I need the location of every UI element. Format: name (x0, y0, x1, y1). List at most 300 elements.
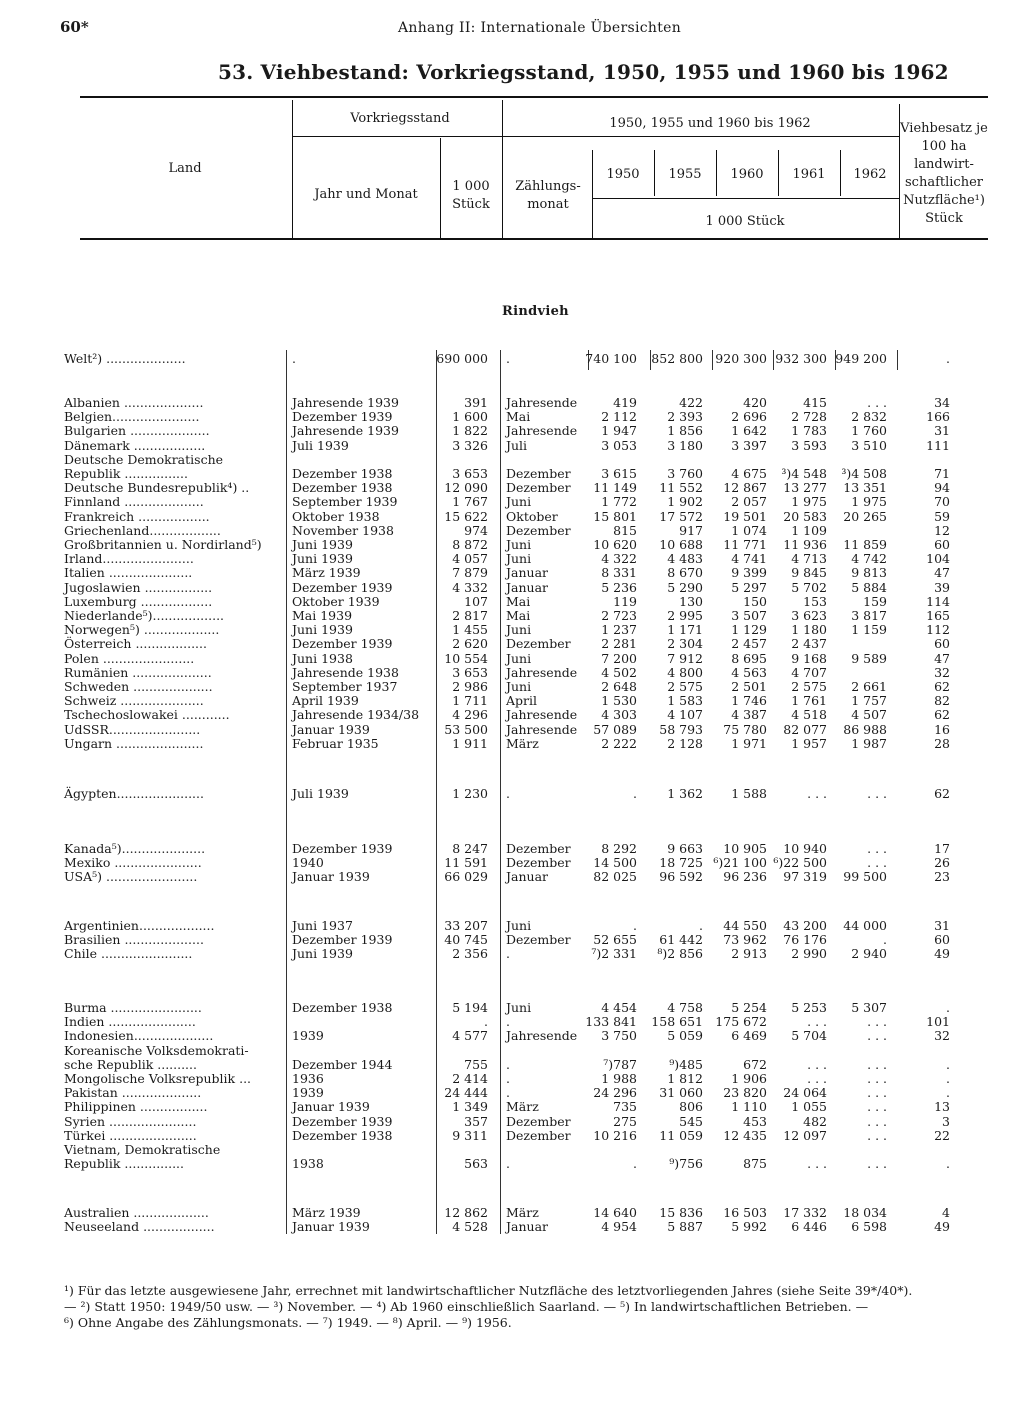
header-divider (440, 138, 441, 240)
col-header-jahr-monat: Jahr und Monat (314, 187, 418, 202)
prewar-count: 10 554 (444, 650, 488, 666)
value-1955: 4 107 (667, 707, 703, 723)
land-name: Mongolische Volksrepublik ... (64, 1071, 252, 1086)
land-name: Welt²) .................... (64, 351, 186, 366)
viehbesatz-value: 47 (934, 565, 950, 581)
land-name: Deutsche Bundesrepublik⁴) .. (64, 480, 250, 496)
land-name: sche Republik .......... (64, 1056, 197, 1072)
value-1950: 5 236 (601, 579, 637, 595)
table-row (0, 1044, 1024, 1058)
value-1955: 1 171 (667, 622, 703, 638)
viehbesatz-value: 16 (934, 721, 950, 737)
value-1955: 18 725 (659, 855, 703, 871)
value-1961: 97 319 (783, 869, 827, 885)
prewar-date: Juli 1939 (292, 437, 349, 453)
land-name: Philippinen ................. (64, 1099, 208, 1115)
prewar-count: . (484, 1014, 488, 1030)
prewar-count: 2 986 (452, 679, 488, 694)
value-1961: 2 728 (791, 409, 827, 425)
value-1955: 7 912 (667, 650, 703, 666)
value-1962: 6 598 (851, 1219, 887, 1235)
census-month: . (506, 1156, 510, 1172)
value-1962: 2 661 (851, 679, 887, 694)
value-1962: 1 975 (851, 494, 887, 510)
value-1962: 9 589 (851, 650, 887, 666)
census-month: Januar (506, 869, 548, 885)
value-1960: 23 820 (723, 1085, 767, 1101)
value-1962: 86 988 (843, 721, 887, 737)
value-1962: 1 987 (851, 735, 887, 751)
land-name: Kanada⁵)..................... (64, 841, 206, 856)
prewar-count: 66 029 (444, 869, 488, 885)
viehbesatz-value: 112 (926, 622, 950, 638)
prewar-count: 563 (464, 1156, 488, 1172)
value-1955: 1 583 (667, 693, 703, 709)
value-1950: 1 947 (601, 423, 637, 439)
census-month: Jahresende (506, 664, 578, 680)
value-1960: 1 746 (731, 693, 767, 709)
value-1960: 10 905 (723, 841, 767, 856)
viehbesatz-value: 59 (934, 508, 950, 524)
census-month: . (506, 1014, 510, 1030)
value-1960: 3 507 (731, 608, 767, 623)
value-1961: 43 200 (783, 918, 827, 933)
table-row (0, 933, 1024, 947)
value-1950: 24 296 (593, 1085, 637, 1101)
value-1955: 4 800 (667, 664, 703, 680)
table-row (0, 1206, 1024, 1220)
value-1961: 1 761 (791, 693, 827, 709)
value-1950: 419 (613, 395, 637, 410)
value-1962: 20 265 (843, 508, 887, 524)
land-name: Pakistan .................... (64, 1085, 202, 1101)
value-1962: . . . (867, 1127, 887, 1143)
table-row (0, 439, 1024, 453)
value-1955: 545 (679, 1113, 703, 1129)
value-1960: 5 297 (731, 579, 767, 595)
value-1950: 3 053 (601, 437, 637, 453)
viehbesatz-value: 17 (934, 841, 950, 856)
header-divider (292, 100, 293, 240)
census-month: Juni (506, 494, 532, 510)
value-1961: 17 332 (783, 1205, 827, 1220)
prewar-count: 1 455 (452, 622, 488, 638)
table-row (0, 842, 1024, 856)
value-1960: 1 129 (731, 622, 767, 638)
value-1950: 2 281 (601, 636, 637, 652)
viehbesatz-value: 39 (934, 579, 950, 595)
value-1960: 920 300 (715, 351, 767, 366)
value-1950: 735 (613, 1099, 637, 1115)
value-1960: 1 588 (731, 786, 767, 801)
table-row (0, 510, 1024, 524)
value-1960: 1 110 (731, 1099, 767, 1115)
col-header-year-1955: 1955 (668, 167, 702, 182)
value-1962: 1 757 (851, 693, 887, 709)
census-month: Juni (506, 679, 532, 694)
table-row (0, 1072, 1024, 1086)
prewar-date: Dezember 1938 (292, 1000, 393, 1015)
prewar-count: 1 349 (452, 1099, 488, 1115)
census-month: März (506, 735, 539, 751)
col-header-year-1961: 1961 (792, 167, 826, 182)
prewar-date: Mai 1939 (292, 608, 353, 623)
value-1960: 8 695 (731, 650, 767, 666)
value-1962: . . . (867, 1071, 887, 1086)
viehbesatz-value: . (946, 351, 950, 366)
land-name: Republik ................ (64, 466, 188, 481)
prewar-count: 1 767 (452, 494, 488, 510)
value-1961: 76 176 (783, 932, 827, 948)
table-row (0, 856, 1024, 870)
value-1960: 2 501 (731, 679, 767, 694)
census-month: Januar (506, 565, 548, 581)
land-name: Neuseeland .................. (64, 1219, 215, 1235)
prewar-count: 1 822 (452, 423, 488, 439)
col-header-zaehlungsmonat: Zählungs-monat (515, 179, 581, 212)
value-1962: . . . (867, 855, 887, 871)
prewar-date: Oktober 1938 (292, 508, 380, 524)
prewar-date: Dezember 1938 (292, 1127, 393, 1143)
header-divider (502, 100, 503, 240)
value-1960: 19 501 (723, 508, 767, 524)
value-1955: 1 856 (667, 423, 703, 439)
prewar-count: 1 911 (452, 735, 488, 751)
viehbesatz-value: 62 (934, 679, 950, 694)
prewar-count: 4 057 (452, 551, 488, 567)
value-1950: 4 502 (601, 664, 637, 680)
land-name: Indien ...................... (64, 1014, 196, 1030)
prewar-date: Jahresende 1939 (292, 423, 399, 439)
prewar-date: November 1938 (292, 522, 394, 538)
prewar-count: 12 862 (444, 1205, 488, 1220)
page-number: 60* (60, 18, 89, 36)
value-1950: 10 216 (593, 1127, 637, 1143)
table-row (0, 1086, 1024, 1100)
value-1955: 10 688 (659, 537, 703, 552)
prewar-date: Jahresende 1938 (292, 664, 399, 680)
census-month: . (506, 351, 510, 366)
header-top-rule (80, 96, 988, 98)
prewar-date: Jahresende 1939 (292, 395, 399, 410)
prewar-date: Dezember 1939 (292, 409, 393, 425)
value-1960: 11 771 (723, 537, 767, 552)
prewar-date: Juni 1937 (292, 918, 353, 933)
census-month: Dezember (506, 466, 571, 481)
viehbesatz-value: 166 (926, 409, 950, 425)
value-1961: 1 180 (791, 622, 827, 638)
value-1955: 61 442 (659, 932, 703, 948)
value-1962: . . . (867, 1014, 887, 1030)
value-1961: 2 575 (791, 679, 827, 694)
value-1961: . . . (807, 1071, 827, 1086)
table-row (0, 352, 1024, 366)
prewar-date: Februar 1935 (292, 735, 379, 751)
value-1955: 17 572 (659, 508, 703, 524)
value-1961: 82 077 (783, 721, 827, 737)
land-name: Dänemark .................. (64, 437, 206, 453)
col-header-viehbesatz: Viehbesatz je 100 ha landwirt-schaftlicher Nutzfläche¹) Stück (900, 121, 988, 226)
land-name: Australien ................... (64, 1205, 209, 1220)
table-title: 53. Viehbestand: Vorkriegsstand, 1950, 1955 und 1960 bis 1962 (218, 60, 949, 84)
prewar-date: April 1939 (292, 693, 359, 709)
prewar-date: 1938 (292, 1156, 324, 1172)
land-name: Chile ....................... (64, 946, 193, 962)
value-1955: 31 060 (659, 1085, 703, 1101)
value-1962: 4 507 (851, 707, 887, 723)
value-1961: 12 097 (783, 1127, 827, 1143)
prewar-date: Dezember 1939 (292, 841, 393, 856)
value-1955: 9 663 (667, 841, 703, 856)
value-1960: 5 992 (731, 1219, 767, 1235)
value-1960: 4 563 (731, 664, 767, 680)
prewar-date: Dezember 1939 (292, 636, 393, 652)
prewar-count: 2 356 (452, 946, 488, 962)
table-row (0, 708, 1024, 722)
prewar-count: 7 879 (452, 565, 488, 581)
land-name: Irland....................... (64, 551, 194, 567)
prewar-count: 2 414 (452, 1071, 488, 1086)
prewar-count: 4 528 (452, 1219, 488, 1235)
land-name: Schweiz ..................... (64, 693, 204, 709)
table-row (0, 1058, 1024, 1072)
census-month: Mai (506, 608, 531, 623)
value-1955: ⁹)485 (669, 1056, 703, 1072)
land-name: Finnland .................... (64, 494, 204, 510)
prewar-date: Juli 1939 (292, 786, 349, 801)
value-1955: 11 552 (659, 480, 703, 496)
prewar-count: 40 745 (444, 932, 488, 948)
value-1960: 150 (743, 593, 767, 609)
value-1950: 82 025 (593, 869, 637, 885)
census-month: Januar (506, 1219, 548, 1235)
header-sub-rule-1 (292, 136, 899, 137)
viehbesatz-value: 13 (934, 1099, 950, 1115)
header-bottom-rule (80, 238, 988, 240)
census-month: Dezember (506, 841, 571, 856)
value-1955: 2 995 (667, 608, 703, 623)
value-1962: 99 500 (843, 869, 887, 885)
value-1960: 1 906 (731, 1071, 767, 1086)
value-1962: 4 742 (851, 551, 887, 567)
prewar-count: 2 817 (452, 608, 488, 623)
land-name: Ägypten...................... (64, 786, 204, 801)
prewar-date: Juni 1939 (292, 551, 353, 567)
value-1955: 130 (679, 593, 703, 609)
table-row (0, 1015, 1024, 1029)
running-header: Anhang II: Internationale Übersichten (398, 20, 682, 36)
value-1961: 153 (803, 593, 827, 609)
census-month: Dezember (506, 1113, 571, 1129)
land-name: Frankreich .................. (64, 508, 210, 524)
value-1960: 5 254 (731, 1000, 767, 1015)
value-1960: 96 236 (723, 869, 767, 885)
value-1962: 949 200 (835, 351, 887, 366)
prewar-date: Juni 1939 (292, 622, 353, 638)
col-header-land: Land (168, 161, 202, 176)
land-name: Türkei ...................... (64, 1127, 197, 1143)
census-month: Dezember (506, 522, 571, 538)
value-1955: 158 651 (651, 1014, 703, 1030)
value-1962: 5 307 (851, 1000, 887, 1015)
viehbesatz-value: 31 (934, 918, 950, 933)
census-month: . (506, 1056, 510, 1072)
value-1961: 1 975 (791, 494, 827, 510)
value-1962: 18 034 (843, 1205, 887, 1220)
census-month: Juli (506, 437, 528, 453)
value-1955: 422 (679, 395, 703, 410)
land-name: Indonesien.................... (64, 1028, 214, 1044)
value-1960: 16 503 (723, 1205, 767, 1220)
prewar-count: 8 247 (452, 841, 488, 856)
value-1955: 3 180 (667, 437, 703, 453)
land-name: USA⁵) ....................... (64, 869, 198, 885)
value-1961: 932 300 (775, 351, 827, 366)
table-row (0, 1029, 1024, 1043)
value-1950: 2 112 (601, 409, 637, 425)
prewar-date: Januar 1939 (292, 1219, 370, 1235)
value-1962: . . . (867, 395, 887, 410)
value-1961: 3 593 (791, 437, 827, 453)
value-1955: 15 836 (659, 1205, 703, 1220)
prewar-count: 33 207 (444, 918, 488, 933)
value-1961: 1 055 (791, 1099, 827, 1115)
value-1955: 806 (679, 1099, 703, 1115)
prewar-count: 755 (464, 1056, 488, 1072)
viehbesatz-value: 104 (926, 551, 950, 567)
land-name: Republik ............... (64, 1156, 185, 1172)
value-1950: 4 322 (601, 551, 637, 567)
value-1955: 852 800 (651, 351, 703, 366)
table-row (0, 666, 1024, 680)
census-month: Mai (506, 593, 531, 609)
value-1950: 133 841 (585, 1014, 637, 1030)
value-1961: 9 845 (791, 565, 827, 581)
value-1962: . . . (867, 1085, 887, 1101)
section-title: Rindvieh (502, 304, 569, 319)
value-1961: 4 707 (791, 664, 827, 680)
value-1955: 58 793 (659, 721, 703, 737)
value-1950: 1 237 (601, 622, 637, 638)
value-1961: 2 990 (791, 946, 827, 962)
table-row (0, 1157, 1024, 1171)
value-1961: 4 518 (791, 707, 827, 723)
land-name: Deutsche Demokratische (64, 451, 224, 467)
value-1962: 1 760 (851, 423, 887, 439)
value-1950: 57 089 (593, 721, 637, 737)
viehbesatz-value: . (946, 1000, 950, 1015)
header-divider (778, 150, 779, 196)
viehbesatz-value: 31 (934, 423, 950, 439)
value-1961: 3 623 (791, 608, 827, 623)
footnote-line: — ²) Statt 1950: 1949/50 usw. — ³) November. — ⁴) Ab 1960 einschließlich Saarland. — ⁵) In landwirtschaftlichen Betrieben. — (64, 1299, 869, 1314)
viehbesatz-value: 3 (942, 1113, 950, 1129)
value-1950: 1 772 (601, 494, 637, 510)
census-month: . (506, 1085, 510, 1101)
prewar-date: Januar 1939 (292, 1099, 370, 1115)
value-1962: 11 859 (843, 537, 887, 552)
value-1960: 4 675 (731, 466, 767, 481)
land-name: Luxemburg .................. (64, 593, 213, 609)
land-name: Koreanische Volksdemokrati- (64, 1042, 249, 1058)
value-1955: 917 (679, 522, 703, 538)
value-1961: ³)4 548 (781, 466, 827, 481)
prewar-date: Dezember 1938 (292, 480, 393, 496)
prewar-count: 4 332 (452, 579, 488, 595)
value-1950: 2 222 (601, 735, 637, 751)
value-1950: 7 200 (601, 650, 637, 666)
value-1955: 96 592 (659, 869, 703, 885)
value-1950: 3 750 (601, 1028, 637, 1044)
viehbesatz-value: 26 (934, 855, 950, 871)
footnotes (64, 1283, 984, 1331)
value-1950: 4 303 (601, 707, 637, 723)
value-1955: 3 760 (667, 466, 703, 481)
census-month: März (506, 1099, 539, 1115)
prewar-count: 690 000 (436, 351, 488, 366)
value-1955: ⁹)756 (669, 1156, 703, 1172)
prewar-count: 391 (464, 395, 488, 410)
value-1950: 4 454 (601, 1000, 637, 1015)
viehbesatz-value: 49 (934, 1219, 950, 1235)
viehbesatz-value: 165 (926, 608, 950, 623)
value-1950: 1 530 (601, 693, 637, 709)
value-1960: 12 867 (723, 480, 767, 496)
viehbesatz-value: 32 (934, 1028, 950, 1044)
land-name: Belgien...................... (64, 409, 200, 425)
table-row (0, 1129, 1024, 1143)
viehbesatz-value: . (946, 1056, 950, 1072)
col-header-unit: 1 000 Stück (705, 214, 785, 229)
value-1960: 1 971 (731, 735, 767, 751)
prewar-count: 9 311 (452, 1127, 488, 1143)
value-1955: 4 483 (667, 551, 703, 567)
census-month: Juni (506, 537, 532, 552)
viehbesatz-value: 71 (934, 466, 950, 481)
value-1961: 415 (803, 395, 827, 410)
viehbesatz-value: . (946, 1085, 950, 1101)
prewar-count: 3 653 (452, 466, 488, 481)
land-name: Polen ....................... (64, 650, 195, 666)
value-1960: ⁶)21 100 (713, 855, 767, 871)
prewar-date: Januar 1939 (292, 721, 370, 737)
land-name: Rumänien .................... (64, 664, 212, 680)
table-row (0, 524, 1024, 538)
value-1955: 11 059 (659, 1127, 703, 1143)
value-1960: 75 780 (723, 721, 767, 737)
value-1962: ³)4 508 (841, 466, 887, 481)
prewar-count: 974 (464, 522, 488, 538)
land-name: Syrien ...................... (64, 1113, 197, 1129)
table-row (0, 396, 1024, 410)
value-1961: 24 064 (783, 1085, 827, 1101)
value-1962: . . . (867, 1113, 887, 1129)
value-1955: 1 812 (667, 1071, 703, 1086)
value-1961: 5 253 (791, 1000, 827, 1015)
value-1950: 14 500 (593, 855, 637, 871)
viehbesatz-value: 82 (934, 693, 950, 709)
value-1950: 2 648 (601, 679, 637, 694)
viehbesatz-value: 60 (934, 932, 950, 948)
census-month: Jahresende (506, 423, 578, 439)
table-row (0, 481, 1024, 495)
census-month: . (506, 946, 510, 962)
prewar-date: Dezember 1939 (292, 1113, 393, 1129)
census-month: Dezember (506, 636, 571, 652)
value-1950: . (633, 918, 637, 933)
viehbesatz-value: . (946, 1156, 950, 1172)
header-divider (840, 150, 841, 196)
